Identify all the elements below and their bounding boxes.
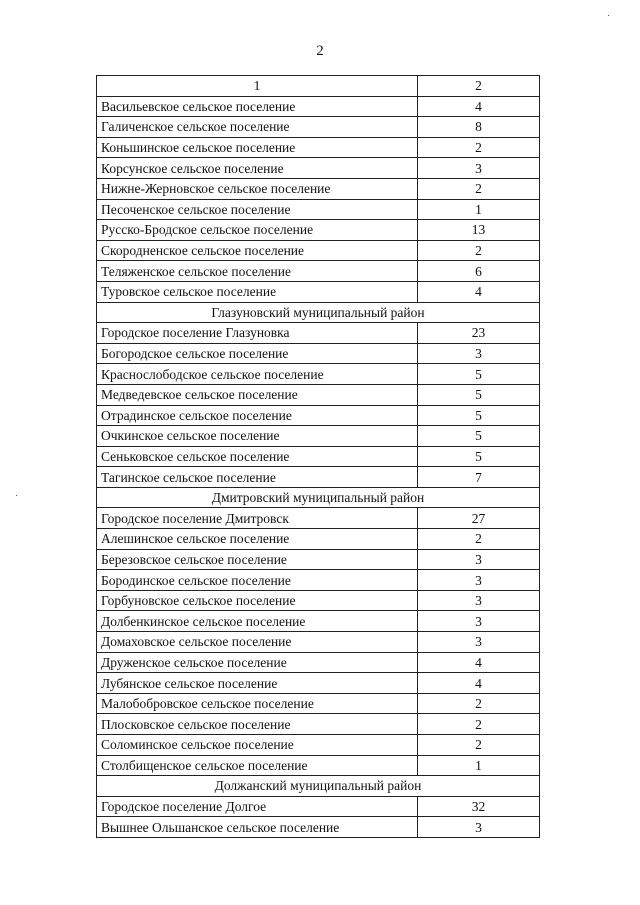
table-row — [97, 652, 540, 673]
table-row — [97, 446, 540, 467]
table-row — [97, 755, 540, 776]
settlement-name: Лубянское сельское поселение — [97, 673, 418, 694]
settlement-name: Вышнее Ольшанское сельское поселение — [97, 817, 418, 838]
district-name: Дмитровский муниципальный район — [97, 487, 540, 508]
settlement-name: Городское поселение Глазуновка — [97, 323, 418, 344]
settlement-name: Тагинское сельское поселение — [97, 467, 418, 488]
settlement-value: 4 — [418, 652, 540, 673]
settlement-value: 5 — [418, 364, 540, 385]
settlement-name: Березовское сельское поселение — [97, 549, 418, 570]
table-row — [97, 590, 540, 611]
table-row — [97, 96, 540, 117]
settlement-value: 23 — [418, 323, 540, 344]
table-row — [97, 817, 540, 838]
settlement-name: Краснослободское сельское поселение — [97, 364, 418, 385]
settlement-name: Нижне-Жерновское сельское поселение — [97, 178, 418, 199]
settlement-value: 2 — [418, 693, 540, 714]
settlement-value: 5 — [418, 405, 540, 426]
column-number-1: 1 — [97, 76, 418, 97]
table-row — [97, 632, 540, 653]
table-row — [97, 693, 540, 714]
settlement-name: Сеньковское сельское поселение — [97, 446, 418, 467]
settlement-value: 2 — [418, 137, 540, 158]
settlement-value: 13 — [418, 220, 540, 241]
settlement-name: Васильевское сельское поселение — [97, 96, 418, 117]
settlement-name: Плосковское сельское поселение — [97, 714, 418, 735]
settlement-value: 5 — [418, 446, 540, 467]
district-name: Глазуновский муниципальный район — [97, 302, 540, 323]
page-number: 2 — [316, 43, 324, 59]
settlement-value: 3 — [418, 632, 540, 653]
settlement-name: Отрадинское сельское поселение — [97, 405, 418, 426]
table-row — [97, 323, 540, 344]
table-row — [97, 508, 540, 529]
settlement-name: Коньшинское сельское поселение — [97, 137, 418, 158]
settlement-value: 7 — [418, 467, 540, 488]
table-row — [97, 735, 540, 756]
table-row — [97, 673, 540, 694]
settlement-value: 2 — [418, 735, 540, 756]
settlement-value: 4 — [418, 673, 540, 694]
settlement-value: 1 — [418, 199, 540, 220]
settlement-name: Богородское сельское поселение — [97, 343, 418, 364]
table-row — [97, 549, 540, 570]
table-row — [97, 384, 540, 405]
table-row — [97, 426, 540, 447]
table-row — [97, 714, 540, 735]
table-row — [97, 529, 540, 550]
settlement-name: Галиченское сельское поселение — [97, 117, 418, 138]
settlement-value: 3 — [418, 611, 540, 632]
settlement-value: 3 — [418, 570, 540, 591]
settlement-name: Песоченское сельское поселение — [97, 199, 418, 220]
settlement-name: Городское поселение Долгое — [97, 796, 418, 817]
district-heading-row — [97, 776, 540, 797]
settlement-value: 3 — [418, 343, 540, 364]
settlement-value: 5 — [418, 384, 540, 405]
settlement-name: Скородненское сельское поселение — [97, 240, 418, 261]
settlement-value: 2 — [418, 240, 540, 261]
district-name: Должанский муниципальный район — [97, 776, 540, 797]
settlements-table-wrapper — [96, 75, 529, 838]
settlement-name: Бородинское сельское поселение — [97, 570, 418, 591]
table-row — [97, 199, 540, 220]
table-row — [97, 343, 540, 364]
settlement-name: Теляженское сельское поселение — [97, 261, 418, 282]
table-row — [97, 220, 540, 241]
table-row — [97, 611, 540, 632]
settlement-value: 2 — [418, 529, 540, 550]
scan-mark — [608, 15, 609, 16]
settlement-value: 2 — [418, 178, 540, 199]
settlement-name: Городское поселение Дмитровск — [97, 508, 418, 529]
settlement-value: 3 — [418, 817, 540, 838]
settlement-name: Туровское сельское поселение — [97, 281, 418, 302]
table-row — [97, 570, 540, 591]
table-body — [97, 76, 540, 838]
table-row — [97, 281, 540, 302]
settlement-value: 1 — [418, 755, 540, 776]
settlement-name: Очкинское сельское поселение — [97, 426, 418, 447]
district-heading-row — [97, 487, 540, 508]
column-number-2: 2 — [418, 76, 540, 97]
table-row — [97, 158, 540, 179]
settlement-name: Русско-Бродское сельское поселение — [97, 220, 418, 241]
settlement-name: Малобобровское сельское поселение — [97, 693, 418, 714]
settlement-value: 4 — [418, 281, 540, 302]
settlement-value: 4 — [418, 96, 540, 117]
settlement-value: 8 — [418, 117, 540, 138]
settlement-name: Долбенкинское сельское поселение — [97, 611, 418, 632]
table-row — [97, 240, 540, 261]
settlement-name: Алешинское сельское поселение — [97, 529, 418, 550]
table-row — [97, 137, 540, 158]
table-row — [97, 796, 540, 817]
district-heading-row — [97, 302, 540, 323]
settlement-value: 3 — [418, 549, 540, 570]
column-number-row — [97, 76, 540, 97]
table-row — [97, 405, 540, 426]
settlement-value: 2 — [418, 714, 540, 735]
table-row — [97, 364, 540, 385]
table-row — [97, 178, 540, 199]
settlement-name: Медведевское сельское поселение — [97, 384, 418, 405]
settlement-value: 3 — [418, 158, 540, 179]
settlement-name: Соломинское сельское поселение — [97, 735, 418, 756]
settlements-table — [96, 75, 540, 838]
settlement-value: 6 — [418, 261, 540, 282]
settlement-name: Столбищенское сельское поселение — [97, 755, 418, 776]
settlement-name: Домаховское сельское поселение — [97, 632, 418, 653]
table-row — [97, 261, 540, 282]
table-row — [97, 117, 540, 138]
settlement-name: Друженское сельское поселение — [97, 652, 418, 673]
scan-mark — [16, 495, 17, 496]
settlement-value: 5 — [418, 426, 540, 447]
settlement-value: 3 — [418, 590, 540, 611]
settlement-name: Горбуновское сельское поселение — [97, 590, 418, 611]
settlement-value: 27 — [418, 508, 540, 529]
settlement-value: 32 — [418, 796, 540, 817]
settlement-name: Корсунское сельское поселение — [97, 158, 418, 179]
table-row — [97, 467, 540, 488]
